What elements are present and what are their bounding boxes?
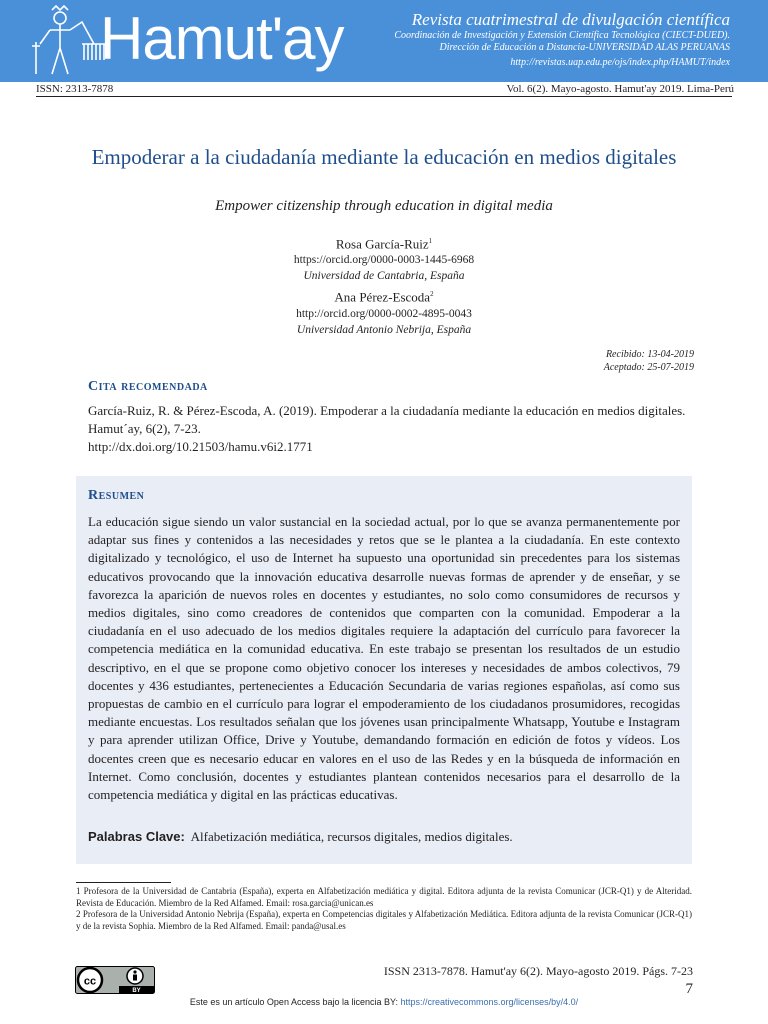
abstract-body: La educación sigue siendo un valor sustancial en la sociedad actual, por lo que se avanza permanentemente por adaptar sus fines y contenidos a las necesidades y retos que se le plantea a la ciudadanía. En este contexto digitalizado y tecnológico, el uso de Internet ha supuesto una oportunidad sin precedentes para los sistemas educativos provocando que la innovación educativa desarrolle nuevas formas de aprender y de enseñar, y se favorezca la aparición de nuevos roles en docentes y estudiantes, no solo como consumidores de recursos y medios digitales, sino como creadores de contenidos que comparten con la comunidad. Empoderar a la ciudadanía en el uso adecuado de los medios digitales requiere la adaptación del currículo para favorecer la competencia mediática en la comunidad educativa. En este trabajo se presentan los resultados de un estudio descriptivo, en el que se propone como objetivo conocer los intereses y necesidades de ambos colectivos, 79 docentes y 436 estudiantes, pertenecientes a Educación Secundaria de varias regiones españolas, así como sus propuestas de cambio en el currículo para lograr el empoderamiento de los ciudadanos prosumidores, recogidas mediante encuestas. Los resultados señalan que los jóvenes usan principalmente Whatsapp, Youtube e Instagram y para aprender utilizan Office, Drive y Youtube, demandando formación en edición de fotos y vídeos. Los docentes creen que es necesario educar en valores en el uso de las Redes y en la búsqueda de información en Internet. Como conclusión, docentes y estudiantes plantean contenidos necesarios para el desarrollo de la competencia mediática y digital en las prácticas educativas. xyxy=(88,514,680,803)
citation-block xyxy=(88,402,688,456)
direction-line: Dirección de Educación a Distancia-UNIVERSIDAD ALAS PERUANAS xyxy=(439,42,730,53)
warrior-logo-icon xyxy=(22,4,108,78)
header-rule xyxy=(36,96,732,97)
footnote-rule xyxy=(76,882,171,883)
footnote-ref[interactable]: 2 xyxy=(430,290,434,299)
author-name: Ana Pérez-Escoda$^2$ xyxy=(334,289,434,305)
footnotes xyxy=(76,886,692,932)
abstract-box xyxy=(76,476,692,864)
accepted-date: Aceptado: 25-07-2019 xyxy=(603,362,694,373)
journal-tagline: Revista cuatrimestral de divulgación científica xyxy=(411,10,730,29)
issn-top: ISSN: 2313-7878 xyxy=(36,83,114,95)
keywords xyxy=(88,828,680,846)
footnote-1: 1 Profesora de la Universidad de Cantabria (España), experta en Alfabetización mediática y digital. Editora adjunta de la revista Comunicar (JCR-Q1) y de Alteridad. Revista de Educación. Miembro de la Red Alfamed. Email: rosa.garcia@unican.es xyxy=(76,886,692,908)
footnote-ref[interactable]: 1 xyxy=(428,237,433,245)
author-orcid[interactable]: http://orcid.org/0000-0002-4895-0043 xyxy=(296,307,472,320)
volume-info: Vol. 6(2). Mayo-agosto. Hamut'ay 2019. Lima-Perú xyxy=(506,83,734,95)
author-institution: Universidad Antonio Nebrija, España xyxy=(296,323,472,336)
received-date: Recibido: 13-04-2019 xyxy=(605,349,694,360)
journal-header xyxy=(0,0,768,82)
journal-url[interactable]: http://revistas.uap.edu.pe/ojs/index.php/HAMUT/index xyxy=(510,57,730,68)
authors-block xyxy=(80,232,688,339)
citation-heading: Cita recomendada xyxy=(88,379,208,394)
badge-label: BY xyxy=(132,988,141,994)
cc-by-license-icon[interactable] xyxy=(75,966,155,994)
keywords-label: Palabras Clave: xyxy=(88,829,185,844)
license-line xyxy=(0,996,768,1008)
journal-logo: Hamut'ay xyxy=(100,5,344,72)
dates-block xyxy=(604,348,694,374)
author-orcid[interactable]: https://orcid.org/0000-0003-1445-6968 xyxy=(293,254,475,267)
doi-link[interactable]: http://dx.doi.org/10.21503/hamu.v6i2.1771 xyxy=(88,439,313,454)
abstract-heading: Resumen xyxy=(88,488,145,503)
author-institution: Universidad de Cantabria, España xyxy=(303,270,465,283)
journal-info xyxy=(394,10,730,69)
issn-footer: ISSN 2313-7878. Hamut'ay 6(2). Mayo-agosto 2019. Págs. 7-23 xyxy=(383,964,693,978)
author-name: Rosa García-Ruiz$^1$ xyxy=(335,236,433,252)
svg-text:cc: cc xyxy=(83,975,97,988)
coordination-line: Coordinación de Investigación y Extensión Científica Tecnológica (CIECT-DUED). xyxy=(394,30,730,41)
article-subtitle: Empower citizenship through education in digital media xyxy=(215,198,553,214)
article-title: Empoderar a la ciudadanía mediante la educación en medios digitales xyxy=(91,145,677,169)
license-link[interactable]: https://creativecommons.org/licenses/by/4.0/ xyxy=(400,997,579,1007)
footnote-2: 2 Profesora de la Universidad Antonio Nebrija (España), experta en Competencias digitales y Alfabetización Mediática. Editora adjunta de la revista Comunicar (JCR-Q1) y de la revista Sophia. Miembro de la Red Alfamed. Email: panda@usal.es xyxy=(76,909,692,931)
citation-text: García-Ruiz, R. & Pérez-Escoda, A. (2019). Empoderar a la ciudadanía mediante la educación en medios digitales. Hamut´ay, 6(2), 7-23. xyxy=(88,403,686,436)
keywords-text: Alfabetización mediática, recursos digitales, medios digitales. xyxy=(190,829,513,844)
license-text: Este es un artículo Open Access bajo la licencia BY: xyxy=(189,997,401,1007)
page-number: 7 xyxy=(685,981,693,997)
